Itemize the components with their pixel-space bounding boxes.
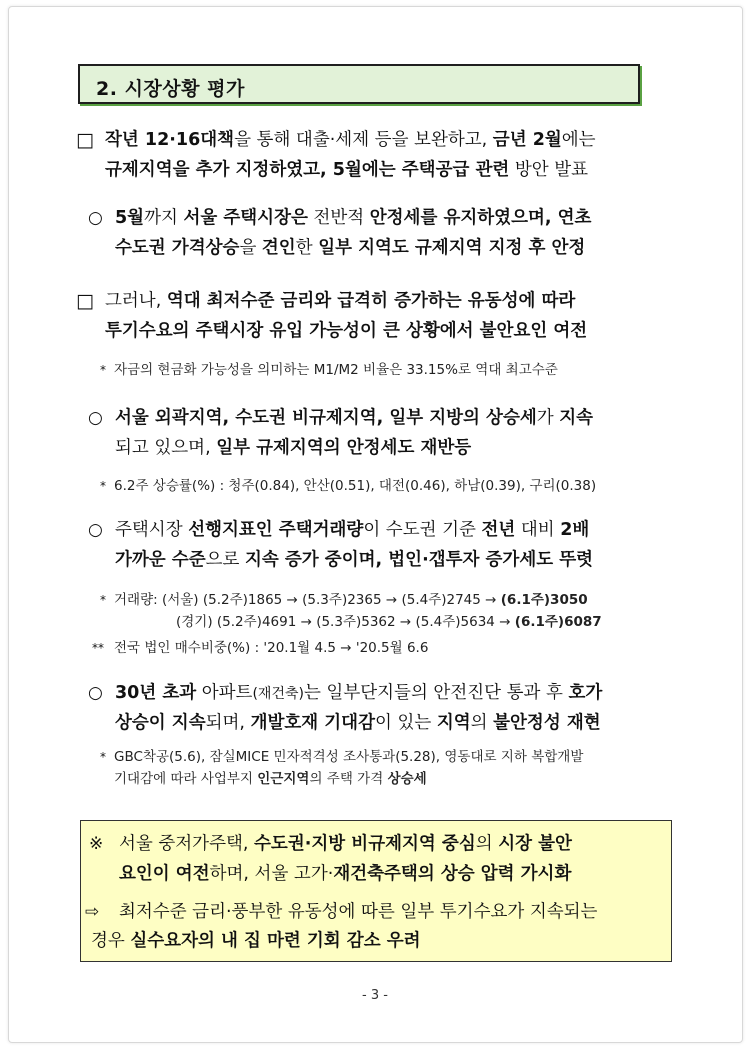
footnote-asterisk: *: [100, 363, 106, 377]
block5-footnote-corporate: 전국 법인 매수비중(%) : '20.1월 4.5 → '20.5월 6.6: [114, 640, 429, 656]
footnote-asterisk: *: [100, 593, 106, 607]
block6-footnote-line1: GBC착공(5.6), 잠실MICE 민자적격성 조사통과(5.28), 영동대로 지하 복합개발: [114, 749, 584, 765]
circle-bullet-icon: ○: [88, 408, 103, 428]
reference-mark-icon: ※: [89, 834, 104, 854]
arrow-right-icon: ⇨: [85, 902, 100, 922]
block2-line1: 5월까지 서울 주택시장은 전반적 안정세를 유지하였으며, 연초: [115, 208, 592, 228]
block4-footnote: 6.2주 상승률(%) : 청주(0.84), 안산(0.51), 대전(0.46), 하남(0.39), 구리(0.38): [114, 478, 597, 494]
summary-line2: 요인이 여전하며, 서울 고가·재건축주택의 상승 압력 가시화: [119, 864, 572, 884]
section-title: 2. 시장상황 평가: [96, 78, 245, 100]
block3-line2: 투기수요의 주택시장 유입 가능성이 큰 상황에서 불안요인 여전: [105, 321, 588, 341]
block3-line1: 그러나, 역대 최저수준 금리와 급격히 증가하는 유동성에 따라: [105, 291, 576, 311]
section-title-box: [78, 64, 640, 104]
square-bullet-icon: □: [76, 129, 94, 151]
summary-line4: 경우 실수요자의 내 집 마련 기회 감소 우려: [91, 931, 421, 951]
footnote-asterisk: *: [100, 479, 106, 493]
footnote-asterisk: *: [100, 750, 106, 764]
block4-line1: 서울 외곽지역, 수도권 비규제지역, 일부 지방의 상승세가 지속: [115, 408, 594, 428]
square-bullet-icon: □: [76, 290, 94, 312]
block6-line1: 30년 초과 아파트(재건축)는 일부단지들의 안전진단 통과 후 호가: [115, 683, 603, 703]
block1-line2: 규제지역을 추가 지정하였고, 5월에는 주택공급 관련 방안 발표: [105, 160, 589, 180]
circle-bullet-icon: ○: [88, 208, 103, 228]
summary-line1: 서울 중저가주택, 수도권·지방 비규제지역 중심의 시장 불안: [119, 834, 572, 854]
circle-bullet-icon: ○: [88, 520, 103, 540]
block3-footnote: 자금의 현금화 가능성을 의미하는 M1/M2 비율은 33.15%로 역대 최고수준: [114, 362, 558, 378]
footnote-double-asterisk: **: [92, 641, 104, 655]
block5-line1: 주택시장 선행지표인 주택거래량이 수도권 기준 전년 대비 2배: [115, 520, 590, 540]
summary-line3: 최저수준 금리·풍부한 유동성에 따른 일부 투기수요가 지속되는: [119, 902, 598, 922]
page-number: - 3 -: [362, 988, 388, 1003]
block6-line2: 상승이 지속되며, 개발호재 기대감이 있는 지역의 불안정성 재현: [115, 713, 601, 733]
summary-box: [80, 820, 672, 962]
block5-footnote-gyeonggi: (경기) (5.2주)4691 → (5.3주)5362 → (5.4주)5634 → (6.1주)6087: [176, 614, 602, 630]
circle-bullet-icon: ○: [88, 683, 103, 703]
block2-line2: 수도권 가격상승을 견인한 일부 지역도 규제지역 지정 후 안정: [115, 238, 586, 258]
block1-line1: 작년 12·16대책을 통해 대출·세제 등을 보완하고, 금년 2월에는: [105, 130, 596, 150]
block5-footnote-seoul: 거래량: (서울) (5.2주)1865 → (5.3주)2365 → (5.4주)2745 → (6.1주)3050: [114, 592, 588, 608]
block6-footnote-line2: 기대감에 따라 사업부지 인근지역의 주택 가격 상승세: [114, 771, 427, 787]
block5-line2: 가까운 수준으로 지속 증가 중이며, 법인·갭투자 증가세도 뚜렷: [115, 550, 594, 570]
block4-line2: 되고 있으며, 일부 규제지역의 안정세도 재반등: [115, 438, 472, 458]
